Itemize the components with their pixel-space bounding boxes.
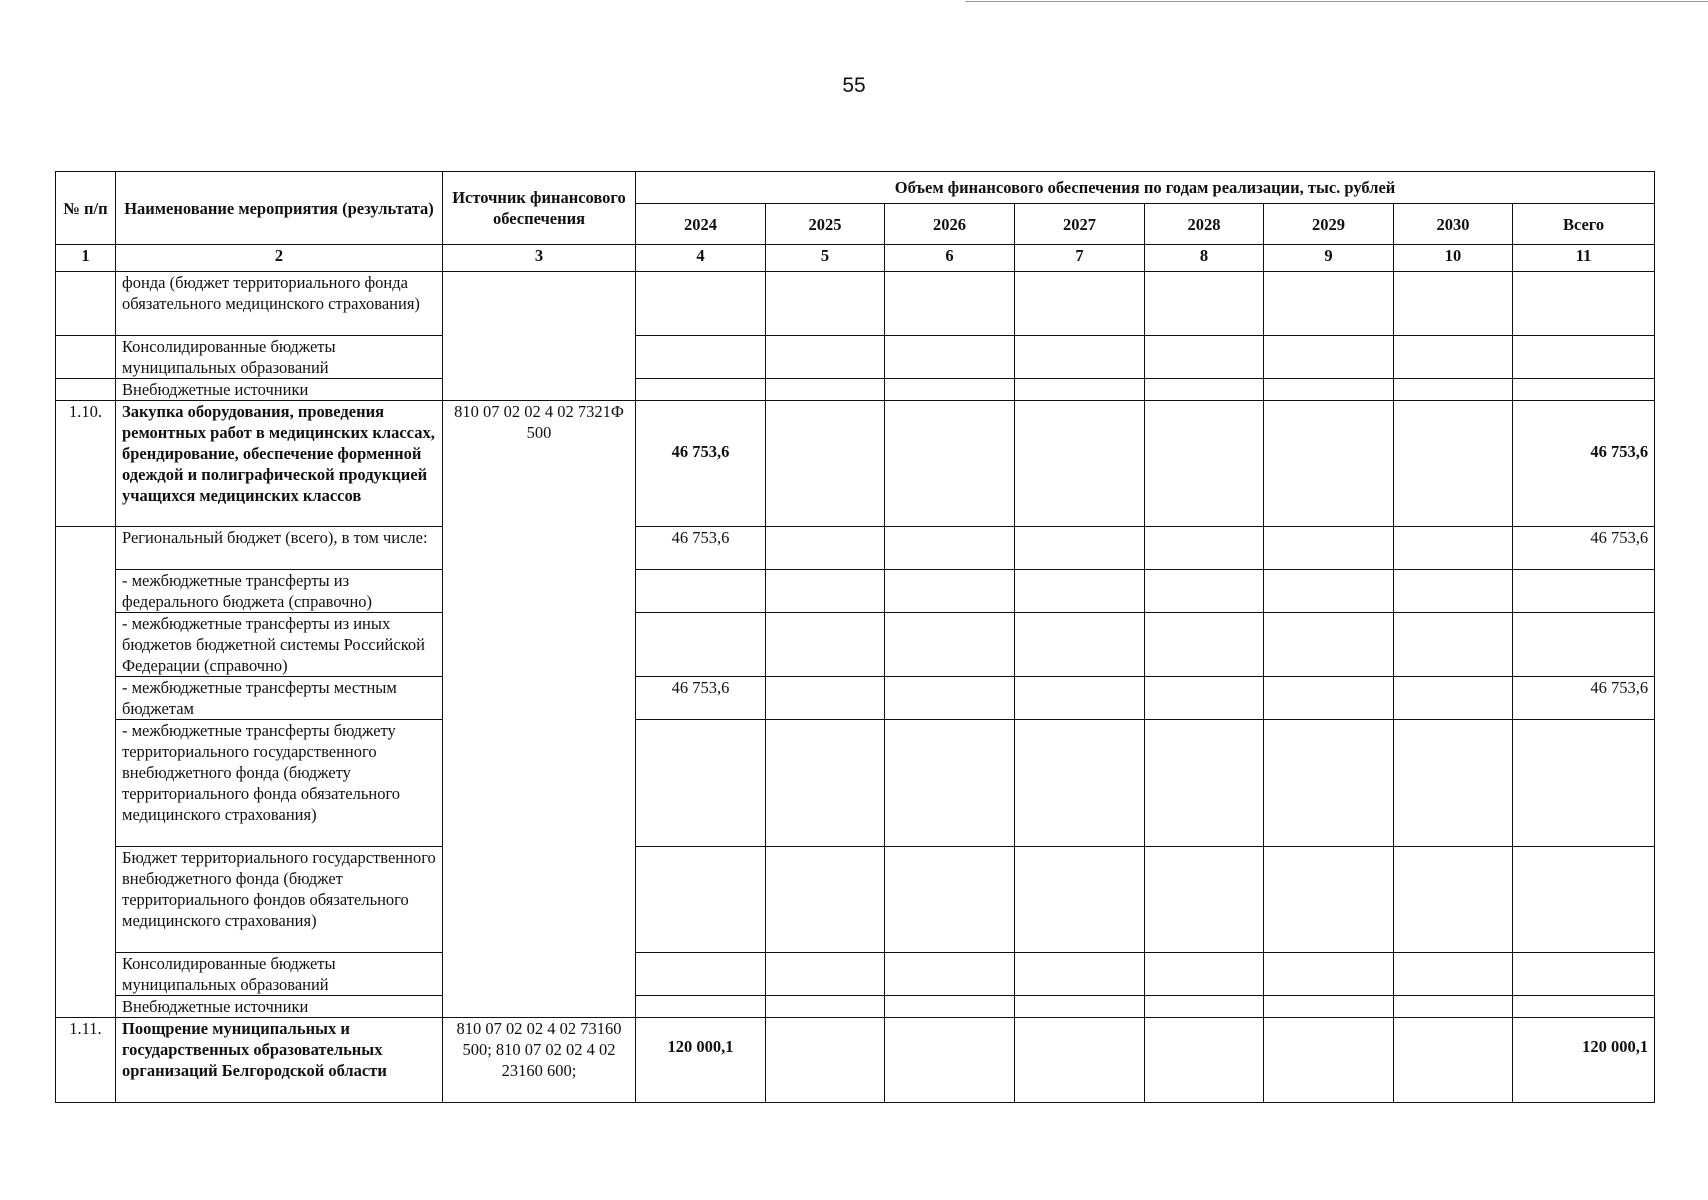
row-name: Закупка оборудования, проведения ремонтных работ в медицинских классах, брендирование, обеспечение форменной одеждой и полиграфической продукцией учащихся медицинских классов [116, 401, 443, 527]
table-row [56, 527, 1655, 570]
header-year: 2028 [1145, 204, 1264, 245]
header-name: Наименование мероприятия (результата) [116, 172, 443, 245]
row-name: Консолидированные бюджеты муниципальных образований [116, 336, 443, 379]
row-name: - межбюджетные трансферты из федерального бюджета (справочно) [116, 570, 443, 613]
row-source: 810 07 02 02 4 02 73160 500; 810 07 02 02 4 02 23160 600; [443, 1018, 636, 1103]
header-year: 2026 [885, 204, 1015, 245]
value-2024: 120 000,1 [636, 1018, 766, 1103]
row-num-cell [56, 272, 116, 336]
table-row [56, 336, 1655, 379]
row-num-cell [56, 527, 116, 1018]
header-num: № п/п [56, 172, 116, 245]
row-name: Поощрение муниципальных и государственных образовательных организаций Белгородской области [116, 1018, 443, 1103]
col-number: 3 [443, 245, 636, 272]
value-total: 46 753,6 [1513, 401, 1655, 527]
header-year: 2027 [1015, 204, 1145, 245]
table-row [56, 847, 1655, 953]
col-number: 10 [1394, 245, 1513, 272]
table-row [56, 570, 1655, 613]
value-2024: 46 753,6 [636, 527, 766, 570]
value-2024: 46 753,6 [636, 401, 766, 527]
row-num: 1.10. [56, 401, 116, 527]
table-row [56, 1018, 1655, 1103]
table-row [56, 613, 1655, 677]
table-row [56, 379, 1655, 401]
scan-edge-line [965, 1, 1708, 2]
header-year: 2024 [636, 204, 766, 245]
page-number: 55 [842, 74, 866, 97]
row-num: 1.11. [56, 1018, 116, 1103]
row-name: - межбюджетные трансферты бюджету территориального государственного внебюджетного фонда (бюджету территориального фонда обязательного медицинского страхования) [116, 720, 443, 847]
value-2024: 46 753,6 [636, 677, 766, 720]
row-name: Внебюджетные источники [116, 379, 443, 401]
value-total: 120 000,1 [1513, 1018, 1655, 1103]
col-number: 11 [1513, 245, 1655, 272]
financing-table [55, 171, 1655, 1103]
value-total: 46 753,6 [1513, 677, 1655, 720]
header-year: 2029 [1264, 204, 1394, 245]
numbering-row [56, 245, 1655, 272]
col-number: 4 [636, 245, 766, 272]
row-name: Консолидированные бюджеты муниципальных образований [116, 953, 443, 996]
row-num-cell [56, 379, 116, 401]
row-name: - межбюджетные трансферты местным бюджетам [116, 677, 443, 720]
row-source: 810 07 02 02 4 02 7321Ф 500 [443, 401, 636, 1018]
table-row [56, 720, 1655, 847]
value-total: 46 753,6 [1513, 527, 1655, 570]
header-year: 2030 [1394, 204, 1513, 245]
col-number: 5 [766, 245, 885, 272]
header-year: 2025 [766, 204, 885, 245]
col-number: 7 [1015, 245, 1145, 272]
table-row [56, 953, 1655, 996]
row-num-cell [56, 336, 116, 379]
col-number: 8 [1145, 245, 1264, 272]
header-source: Источник финансового обеспечения [443, 172, 636, 245]
col-number: 2 [116, 245, 443, 272]
table-row [56, 272, 1655, 336]
row-name: Региональный бюджет (всего), в том числе: [116, 527, 443, 570]
row-source [443, 272, 636, 401]
col-number: 1 [56, 245, 116, 272]
col-number: 9 [1264, 245, 1394, 272]
row-name: фонда (бюджет территориального фонда обязательного медицинского страхования) [116, 272, 443, 336]
col-number: 6 [885, 245, 1015, 272]
table-row [56, 677, 1655, 720]
table-row [56, 401, 1655, 527]
row-name: - межбюджетные трансферты из иных бюджетов бюджетной системы Российской Федерации (справочно) [116, 613, 443, 677]
table-row [56, 996, 1655, 1018]
row-name: Внебюджетные источники [116, 996, 443, 1018]
header-volume: Объем финансового обеспечения по годам реализации, тыс. рублей [636, 172, 1655, 204]
row-name: Бюджет территориального государственного внебюджетного фонда (бюджет территориального фондов обязательного медицинского страхования) [116, 847, 443, 953]
header-total: Всего [1513, 204, 1655, 245]
